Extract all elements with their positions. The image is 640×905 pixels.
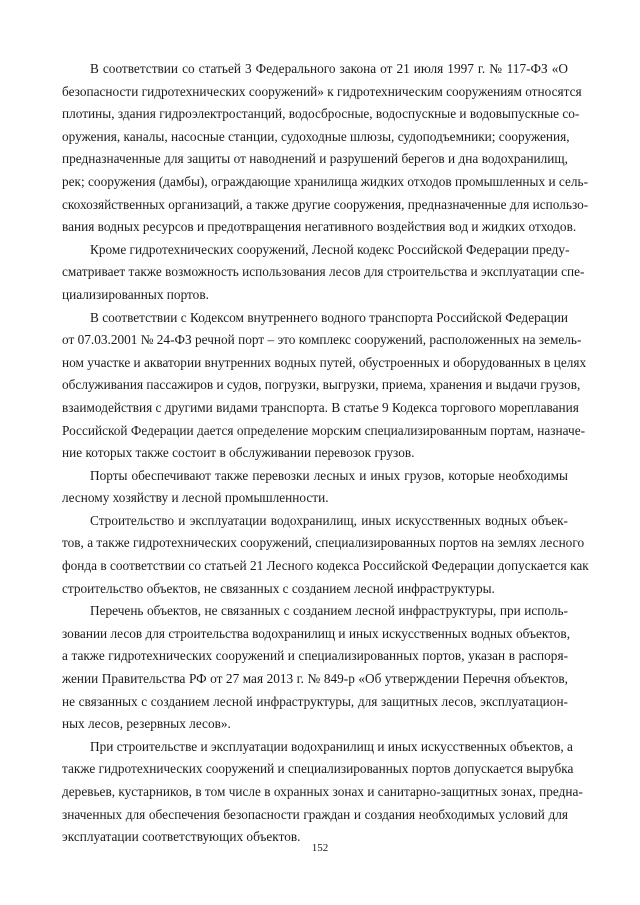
text-line: зовании лесов для строительства водохранилищ и иных искусственных водных объектов, bbox=[62, 625, 571, 641]
text-line: ных лесов, резервных лесов». bbox=[62, 716, 231, 732]
text-line: В соответствии со статьей 3 Федерального закона от 21 июля 1997 г. № 117-ФЗ «О bbox=[90, 61, 568, 76]
text-line: рек; сооружения (дамбы), ограждающие хранилища жидких отходов промышленных и сель- bbox=[62, 173, 588, 189]
text-line: эксплуатации соответствующих объектов. bbox=[62, 829, 301, 845]
text-line: циализированных портов. bbox=[62, 286, 209, 302]
paragraph-7 bbox=[62, 736, 583, 849]
text-line: В соответствии с Кодексом внутреннего водного транспорта Российской Федерации bbox=[90, 309, 568, 325]
text-line: тов, а также гидротехнических сооружений, специализированных портов на землях лесного bbox=[62, 535, 585, 551]
text-line: предназначенные для защиты от наводнений и разрушений берегов и дна водохранилищ, bbox=[62, 151, 568, 167]
paragraph-6 bbox=[62, 600, 571, 736]
text-line: строительство объектов, не связанных с созданием лесной инфраструктуры. bbox=[62, 580, 495, 596]
text-line: также гидротехнических сооружений и специализированных портов допускается вырубка bbox=[62, 761, 574, 777]
paragraph-1 bbox=[62, 58, 589, 239]
text-line: значенных для обеспечения безопасности граждан и создания необходимых условий для bbox=[62, 806, 568, 822]
text-line: безопасности гидротехнических сооружений» к гидротехническим сооружениям относятся bbox=[62, 83, 582, 99]
text-line: оружения, каналы, насосные станции, судоходные шлюзы, судоподъемники; сооружения, bbox=[62, 128, 570, 144]
text-line: обслуживания пассажиров и судов, погрузки, выгрузки, приема, хранения и выдачи грузов, bbox=[62, 377, 581, 393]
text-line: фонда в соответствии со статьей 21 Лесного кодекса Российской Федерации допускается как bbox=[62, 558, 589, 574]
text-line: плотины, здания гидроэлектростанций, водосбросные, водоспускные и водовыпускные со- bbox=[62, 106, 580, 122]
text-line: жении Правительства РФ от 27 мая 2013 г. № 849-р «Об утверждении Перечня объектов, bbox=[62, 671, 568, 687]
text-line: Перечень объектов, не связанных с созданием лесной инфраструктуры, при исполь- bbox=[90, 603, 568, 619]
text-line: ном участке и акватории внутренних водных путей, обустроенных и оборудованных в целях bbox=[62, 354, 587, 370]
text-line: При строительстве и эксплуатации водохранилищ и иных искусственных объектов, а bbox=[90, 738, 573, 754]
text-line: Строительство и эксплуатации водохранилищ, иных искусственных водных объек- bbox=[90, 512, 568, 528]
page-number: 152 bbox=[311, 842, 329, 854]
text-line: взаимодействия с другими видами транспорта. В статье 9 Кодекса торгового мореплавания bbox=[62, 399, 579, 415]
text-line: вания водных ресурсов и предотвращения негативного воздействия вод и жидких отходов. bbox=[62, 219, 577, 235]
text-line: от 07.03.2001 № 24-ФЗ речной порт – это комплекс сооружений, расположенных на земель- bbox=[62, 332, 582, 348]
text-line: Российской Федерации дается определение морским специализированным портам, назначе- bbox=[62, 422, 586, 438]
paragraph-4 bbox=[62, 465, 568, 510]
text-line: не связанных с созданием лесной инфраструктуры, для защитных лесов, эксплуатацион- bbox=[62, 693, 568, 709]
paragraph-5 bbox=[62, 510, 589, 600]
body-text bbox=[62, 58, 589, 849]
text-line: лесному хозяйству и лесной промышленности. bbox=[62, 490, 329, 506]
text-line: Кроме гидротехнических сооружений, Лесной кодекс Российской Федерации преду- bbox=[90, 241, 570, 257]
text-line: Порты обеспечивают также перевозки лесных и иных грузов, которые необходимы bbox=[90, 467, 568, 483]
text-line: а также гидротехнических сооружений и специализированных портов, указан в распоря- bbox=[62, 648, 568, 664]
text-line: деревьев, кустарников, в том числе в охранных зонах и санитарно-защитных зонах, предна- bbox=[62, 784, 583, 799]
text-line: ние которых также состоит в обслуживании перевозок грузов. bbox=[62, 445, 415, 461]
text-line: скохозяйственных организаций, а также другие сооружения, предназначенные для использо- bbox=[62, 196, 589, 212]
paragraph-2 bbox=[62, 239, 585, 307]
paragraph-3 bbox=[62, 307, 587, 465]
text-line: сматривает также возможность использования лесов для строительства и эксплуатации спе- bbox=[62, 264, 585, 280]
